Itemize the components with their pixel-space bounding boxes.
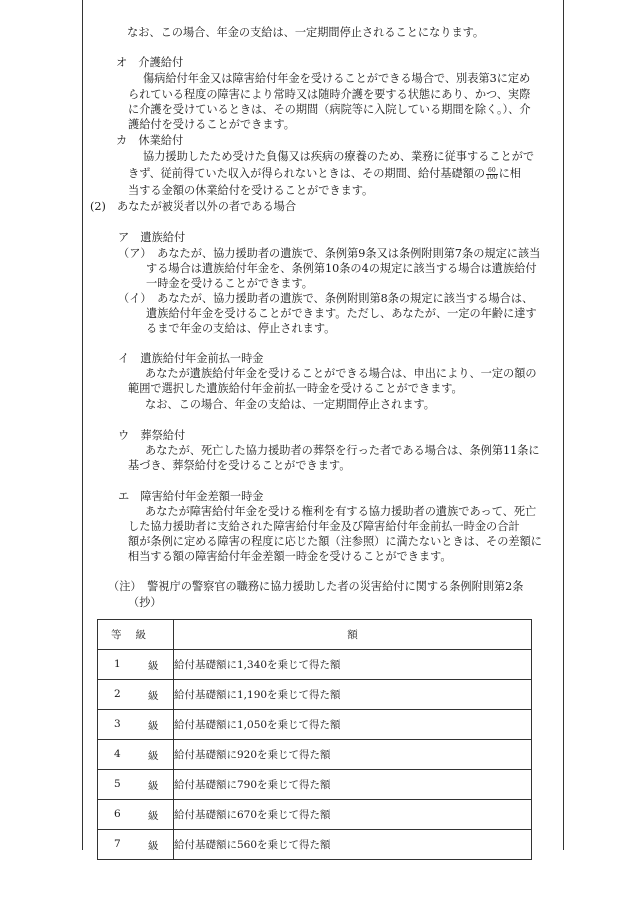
grade-cell bbox=[98, 680, 174, 710]
grade-cell bbox=[98, 710, 174, 740]
text-line: あなたが、死亡した協力援助者の葬祭を行った者である場合は、条例第11条に bbox=[145, 444, 540, 457]
grade-unit: 級 bbox=[148, 720, 159, 732]
text-line-with-fraction bbox=[128, 167, 521, 181]
amount-cell: 給付基礎額に670を乗じて得た額 bbox=[174, 800, 532, 830]
grade-number: 1 bbox=[114, 658, 121, 670]
grade-number: 6 bbox=[114, 808, 121, 820]
grade-unit: 級 bbox=[148, 810, 159, 822]
grade-unit: 級 bbox=[148, 840, 159, 852]
text-line: 額が条例に定める障害の程度に応じた額（注参照）に満たないときは、その差額に bbox=[128, 535, 542, 548]
grade-cell bbox=[98, 740, 174, 770]
fraction-denominator: 100 bbox=[486, 173, 498, 181]
text-segment: に相 bbox=[498, 167, 521, 180]
text-line: 相当する額の障害給付年金差額一時金を受けることができます。 bbox=[128, 550, 452, 563]
text-line: した協力援助者に支給された障害給付年金及び障害給付年金前払一時金の合計 bbox=[128, 520, 520, 533]
amount-cell: 給付基礎額に560を乗じて得た額 bbox=[174, 830, 532, 860]
grade-cell bbox=[98, 770, 174, 800]
text-line: 協力援助したため受けた負傷又は疾病の療養のため、業務に従事することがで bbox=[143, 150, 535, 163]
table-row bbox=[98, 740, 532, 770]
grade-number: 7 bbox=[114, 838, 121, 850]
text-line: 当する金額の休業給付を受けることができます。 bbox=[128, 184, 374, 197]
grade-unit: 級 bbox=[148, 660, 159, 672]
text-line: 傷病給付年金又は障害給付年金を受けることができる場合で、別表第3に定め bbox=[143, 72, 531, 85]
text-line: るまで年金の支給は、停止されます。 bbox=[146, 322, 336, 335]
grade-cell bbox=[98, 650, 174, 680]
text-line: する場合は遺族給付年金を、条例第10条の4の規定に該当する場合は遺族給付 bbox=[146, 262, 537, 275]
text-line: なお、この場合、年金の支給は、一定期間停止されることになります。 bbox=[127, 26, 485, 39]
fraction-numerator: 60 bbox=[488, 166, 496, 174]
grade-cell bbox=[98, 800, 174, 830]
heading-sosai-kyufu: ウ 葬祭給付 bbox=[118, 429, 186, 442]
heading-izoku-kyufu: ア 遺族給付 bbox=[118, 231, 186, 244]
table-header-row bbox=[98, 620, 532, 650]
page-frame-left bbox=[82, 0, 83, 850]
page-frame-right bbox=[563, 0, 564, 850]
amount-cell: 給付基礎額に1,340を乗じて得た額 bbox=[174, 650, 532, 680]
text-segment: きず、従前得ていた収入が得られないときは、その期間、給付基礎額の bbox=[128, 167, 486, 180]
heading-sagaku-ichijikin: エ 障害給付年金差額一時金 bbox=[118, 490, 264, 503]
note-line: （注） 警視庁の警察官の職務に協力援助した者の災害給付に関する条例附則第2条 bbox=[108, 580, 524, 593]
heading-kyugyo-kyufu: カ 休業給付 bbox=[116, 134, 184, 147]
heading-kaigo-kyufu: オ 介護給付 bbox=[116, 56, 184, 69]
text-line: られている程度の障害により常時又は随時介護を要する状態にあり、かつ、実際 bbox=[128, 88, 531, 101]
grade-cell bbox=[98, 830, 174, 860]
table-row bbox=[98, 710, 532, 740]
fraction-60-100 bbox=[486, 168, 497, 181]
table-row bbox=[98, 680, 532, 710]
text-line: 遺族給付年金を受けることができます。ただし、あなたが、一定の年齢に達す bbox=[146, 307, 537, 320]
grade-unit: 級 bbox=[148, 780, 159, 792]
text-line: 護給付を受けることができます。 bbox=[128, 118, 295, 131]
text-line: （ア） あなたが、協力援助者の遺族で、条例第9条又は条例附則第7条の規定に該当 bbox=[118, 247, 541, 260]
text-line: なお、この場合、年金の支給は、一定期間停止されます。 bbox=[145, 398, 435, 411]
amount-cell: 給付基礎額に920を乗じて得た額 bbox=[174, 740, 532, 770]
grade-number: 3 bbox=[114, 718, 121, 730]
amount-cell: 給付基礎額に1,190を乗じて得た額 bbox=[174, 680, 532, 710]
text-line: 一時金を受けることができます。 bbox=[146, 277, 313, 290]
grade-unit: 級 bbox=[148, 690, 159, 702]
text-line: 基づき、葬祭給付を受けることができます。 bbox=[128, 459, 351, 472]
table-row bbox=[98, 650, 532, 680]
grade-number: 5 bbox=[114, 778, 121, 790]
heading-izoku-maebarai: イ 遺族給付年金前払一時金 bbox=[118, 352, 264, 365]
table-row bbox=[98, 800, 532, 830]
table-row bbox=[98, 770, 532, 800]
text-line: に介護を受けているときは、その期間（病院等に入院している期間を除く。）、介 bbox=[128, 103, 531, 116]
header-grade: 等級 bbox=[98, 620, 174, 650]
note-line: （抄） bbox=[128, 596, 162, 609]
grade-number: 4 bbox=[114, 748, 121, 760]
amount-cell: 給付基礎額に1,050を乗じて得た額 bbox=[174, 710, 532, 740]
section-heading-2: (2) あなたが被災者以外の者である場合 bbox=[90, 200, 297, 213]
grade-amount-table bbox=[97, 619, 532, 860]
text-line: あなたが遺族給付年金を受けることができる場合は、申出により、一定の額の bbox=[145, 367, 537, 380]
amount-cell: 給付基礎額に790を乗じて得た額 bbox=[174, 770, 532, 800]
text-line: （イ） あなたが、協力援助者の遺族で、条例附則第8条の規定に該当する場合は、 bbox=[118, 292, 534, 305]
table-row bbox=[98, 830, 532, 860]
header-amount: 額 bbox=[174, 620, 532, 650]
grade-unit: 級 bbox=[148, 750, 159, 762]
text-line: 範囲で選択した遺族給付年金前払一時金を受けることができます。 bbox=[128, 382, 463, 395]
grade-number: 2 bbox=[114, 688, 121, 700]
text-line: あなたが障害給付年金を受ける権利を有する協力援助者の遺族であって、死亡 bbox=[145, 505, 537, 518]
